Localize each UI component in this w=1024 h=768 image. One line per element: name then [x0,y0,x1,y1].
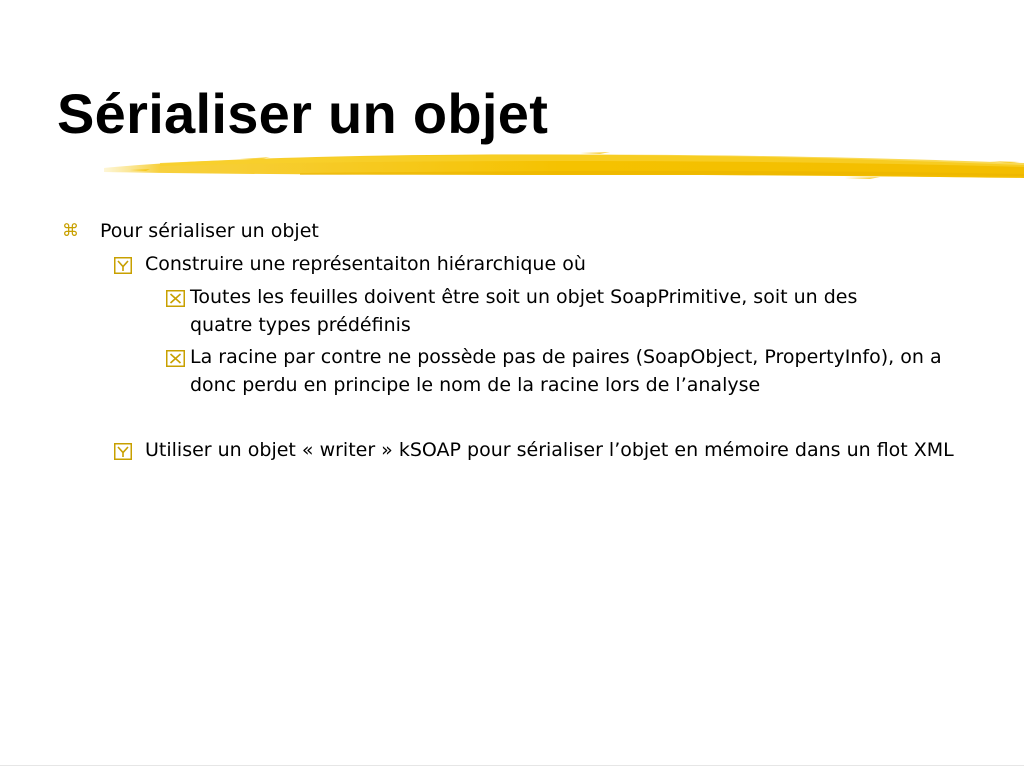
bullet-text: Utiliser un objet « writer » kSOAP pour sérialiser l’objet en mémoire dans un flot XML [145,439,954,461]
bullet-text: Toutes les feuilles doivent être soit un objet SoapPrimitive, soit un des quatre types prédéfinis [190,286,858,336]
slide-bottom-divider [0,765,1024,766]
slide-title: Sérialiser un objet [57,82,549,145]
bullet-text: Pour sérialiser un objet [100,220,319,242]
checkbox-x-icon [166,350,185,367]
checkbox-y-icon [114,443,132,460]
command-key-icon: ⌘ [62,221,79,241]
bullet-item [145,250,980,278]
bullet-text: La racine par contre ne possède pas de paires (SoapObject, PropertyInfo), on a donc perdu en principe le nom de la racine lors de l’analyse [190,346,942,396]
checkbox-y-icon [114,257,132,274]
bullet-text: Construire une représentaiton hiérarchique où [145,253,586,275]
bullet-item [62,217,980,245]
bullet-item [145,436,975,464]
bullet-item [190,283,925,339]
bullet-item [190,343,955,399]
checkbox-x-icon [166,290,185,307]
